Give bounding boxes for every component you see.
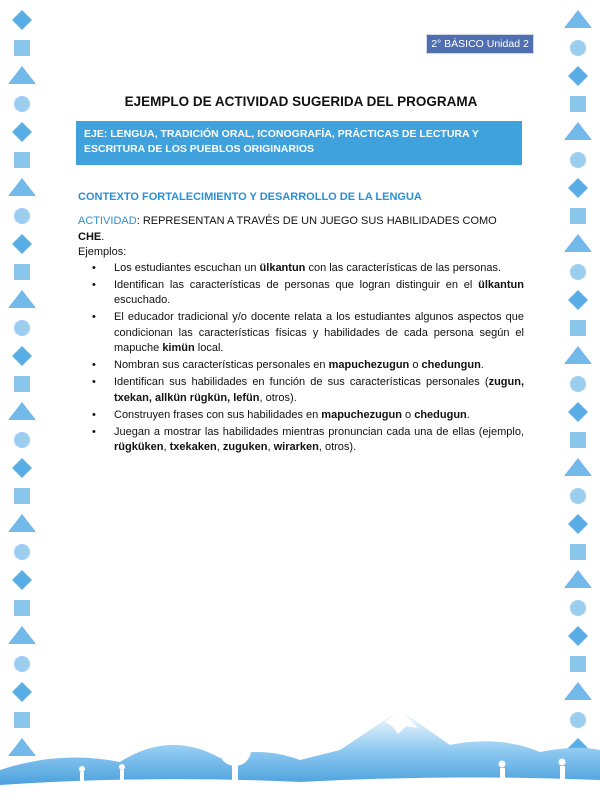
border-motif — [14, 376, 30, 392]
bold-term: ülkantun — [259, 261, 306, 274]
border-motif — [570, 40, 586, 56]
border-motif — [12, 122, 32, 142]
activity-content — [78, 214, 524, 457]
text-run: Identifican las características de personas que logran distinguir en el — [114, 278, 479, 291]
border-motif — [8, 514, 36, 532]
border-motif — [14, 544, 30, 560]
text-run: Construyen frases con sus habilidades en — [114, 408, 322, 421]
activity-text: REPRESENTAN A TRAVÉS DE UN JUEGO SUS HABILIDADES COMO — [142, 215, 497, 227]
border-motif — [564, 234, 592, 252]
border-motif — [568, 514, 588, 534]
border-motif — [564, 122, 592, 140]
border-motif — [568, 402, 588, 422]
bold-term: chedugun — [414, 408, 467, 421]
border-motif — [564, 570, 592, 588]
border-motif — [8, 290, 36, 308]
border-motif — [14, 320, 30, 336]
activity-end: . — [101, 230, 105, 243]
example-item — [78, 425, 524, 456]
bold-term: mapuchezugun — [328, 359, 410, 371]
bold-term: ülkantun — [478, 278, 524, 291]
bold-term: rügküken — [114, 441, 164, 453]
border-motif — [570, 264, 586, 280]
border-motif — [14, 488, 30, 504]
border-motif — [570, 152, 586, 168]
landscape-illustration — [0, 690, 600, 800]
border-motif — [568, 290, 588, 310]
bold-term: zugun, txekan, allkün rügkün, lefün — [114, 376, 524, 404]
border-motif — [14, 656, 30, 672]
activity-sep: : — [136, 215, 143, 227]
border-motif — [8, 402, 36, 420]
grade-unit-badge: 2° BÁSICO Unidad 2 — [426, 34, 534, 54]
text-run: , — [267, 441, 274, 453]
border-motif — [568, 66, 588, 86]
bold-term: kimün — [162, 342, 195, 354]
ethnic-pattern-icon — [8, 10, 36, 756]
text-run: , — [216, 441, 223, 453]
border-motif — [570, 208, 586, 224]
text-run: Nombran sus características personales en — [114, 359, 329, 371]
text-run: Juegan a mostrar las habilidades mientras pronuncian cada una de ellas (ejemplo, — [114, 425, 524, 438]
text-run: , otros). — [259, 391, 297, 404]
border-motif — [14, 40, 30, 56]
right-decorative-border — [556, 0, 600, 760]
text-run: , — [163, 441, 170, 453]
border-motif — [12, 458, 32, 478]
text-run: escuchado. — [114, 294, 171, 306]
border-motif — [14, 432, 30, 448]
left-decorative-border — [0, 0, 44, 760]
text-run: , otros). — [318, 441, 357, 453]
eje-banner: EJE: LENGUA, TRADICIÓN ORAL, ICONOGRAFÍA, PRÁCTICAS DE LECTURA Y ESCRITURA DE LOS PUEBLOS ORIGINARIOS — [76, 121, 522, 165]
border-motif — [8, 626, 36, 644]
border-motif — [570, 320, 586, 336]
activity-line — [78, 214, 524, 245]
border-motif — [564, 346, 592, 364]
border-motif — [570, 376, 586, 392]
border-motif — [568, 178, 588, 198]
border-motif — [570, 488, 586, 504]
bold-term: chedungun — [421, 359, 481, 371]
text-run: . — [466, 408, 470, 421]
border-motif — [8, 66, 36, 84]
border-motif — [570, 656, 586, 672]
border-motif — [12, 10, 32, 30]
text-run: El educador tradicional y/o docente relata a los estudiantes algunos aspectos que condicionan las características físicas y habilidades de cada persona según el mapuche — [114, 311, 524, 354]
examples-list — [78, 261, 524, 456]
bold-term: mapuchezugun — [321, 408, 402, 421]
example-item — [78, 375, 524, 406]
border-motif — [8, 178, 36, 196]
example-item — [78, 408, 524, 424]
border-motif — [570, 544, 586, 560]
border-motif — [14, 264, 30, 280]
activity-bold: CHE — [78, 230, 102, 243]
bold-term: zuguken — [222, 441, 268, 453]
border-motif — [14, 208, 30, 224]
activity-label: ACTIVIDAD — [78, 215, 137, 227]
border-motif — [570, 600, 586, 616]
section-title: CONTEXTO FORTALECIMIENTO Y DESARROLLO DE LA LENGUA — [78, 191, 422, 203]
example-item — [78, 310, 524, 357]
bold-term: wirarken — [273, 441, 319, 453]
text-run: o — [409, 359, 422, 371]
example-item — [78, 261, 524, 277]
border-motif — [12, 346, 32, 366]
border-motif — [12, 570, 32, 590]
border-motif — [12, 234, 32, 254]
bird-icon — [300, 727, 332, 736]
text-run: Los estudiantes escuchan un — [114, 261, 260, 274]
bold-term: txekaken — [169, 441, 217, 453]
border-motif — [568, 626, 588, 646]
border-motif — [564, 10, 592, 28]
examples-label: Ejemplos: — [78, 246, 127, 258]
text-run: local. — [194, 342, 224, 354]
example-item — [78, 358, 524, 374]
page-title: EJEMPLO DE ACTIVIDAD SUGERIDA DEL PROGRAMA — [124, 94, 478, 109]
text-run: Identifican sus habilidades en función de sus características personales ( — [114, 376, 489, 388]
border-motif — [14, 96, 30, 112]
ethnic-pattern-icon — [564, 10, 592, 758]
text-run: . — [480, 359, 484, 371]
text-run: con las características de las personas. — [305, 261, 502, 274]
example-item — [78, 278, 524, 309]
text-run: o — [401, 408, 415, 421]
border-motif — [570, 96, 586, 112]
border-motif — [570, 432, 586, 448]
border-motif — [564, 458, 592, 476]
border-motif — [14, 152, 30, 168]
border-motif — [14, 600, 30, 616]
